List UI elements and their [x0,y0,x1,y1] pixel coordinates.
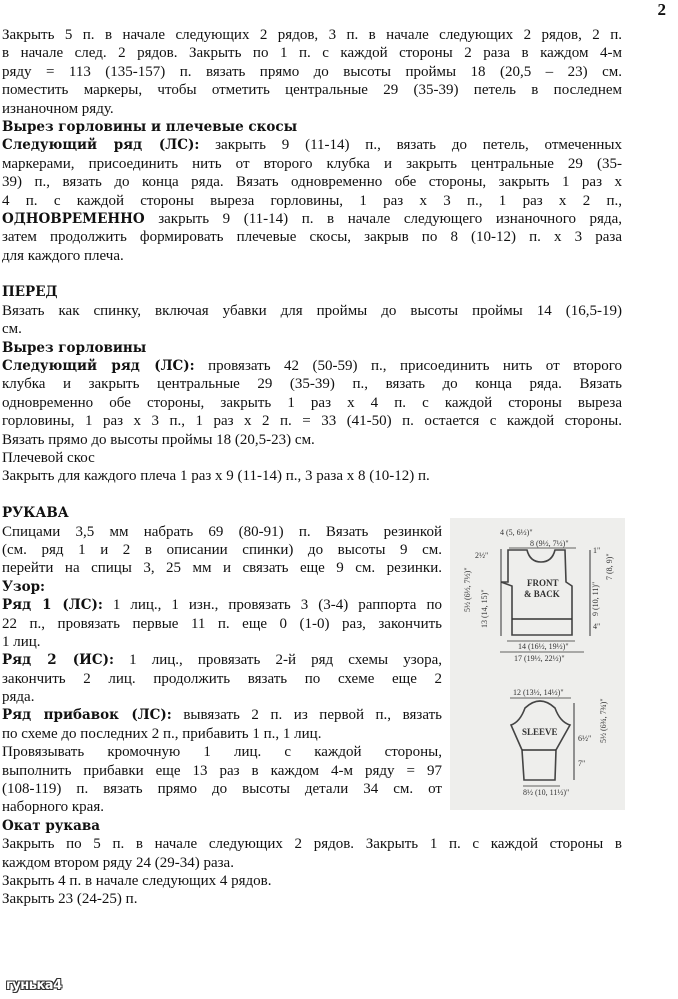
bold-lead: Следующий ряд (ЛС): [2,358,195,375]
line-text: 1 лиц., провязать 2-й ряд схемы узора, [113,652,442,669]
watermark-signature: гунька4 [6,978,62,993]
line-text: Закрыть 5 п. в начале следующих 2 рядов, 3 п. в начале следующих 2 рядов, 2 п. [2,27,622,43]
line-text: ряда. [2,689,35,706]
body-left-label: 13 (14, 15)" [480,589,489,628]
line-text: изнаночном ряду. [2,100,114,117]
line-text: поместить маркеры, чтобы отметить центральные 29 (35-39) петель в последнем [2,82,622,99]
line-text: по схеме до последних 2 п., прибавить 1 п., 1 лиц. [2,725,322,742]
line-text: 1 лиц. [2,633,41,650]
line-text: закончить 2 лиц. продолжить вязать по схеме еще 2 [2,670,442,687]
line-text: Закрыть 4 п. в начале следующих 4 рядов. [2,872,272,889]
line-text: перейти на спицы 3, 25 мм и связать еще 9 см. резинки. [2,560,442,577]
line-text: РУКАВА [2,505,69,522]
bold-lead: Следующий ряд (ЛС): [2,137,200,154]
page-number: 2 [657,0,666,19]
full-width-label: 17 (19½, 22½)" [514,654,565,663]
line-text: 1 лиц., 1 изн., провязать 3 (3-4) раппорта по [102,597,442,614]
body-right-label: 9 (10, 11)" [591,581,600,616]
front-back-title: FRONT [527,578,559,588]
line-text: горловины, 1 раз х 3 п., 1 раз х 2 п. = 33 (41-50) п. остается с каждой стороны. [2,413,622,430]
armhole-left-label: 5½ (6½, 7½)" [463,567,472,612]
line-text: наборного края. [2,799,104,816]
bold-lead: ОДНОВРЕМЕННО [2,210,145,227]
line-text: одновременно обе стороны, закрыть 1 раз х 4 п. с каждой стороны выреза [2,394,622,411]
line-text: 22 п., провязать первые 11 п. еще 0 (1-0) раз, закончить [2,615,442,632]
sleeve-bottom-label: 8½ (10, 11½)" [523,788,570,797]
bold-lead: Ряд прибавок (ЛС): [2,707,172,724]
sleeve-upper-label: 6½" [578,734,592,743]
line-text: в начале след. 2 рядов. Закрыть по 1 п. с каждой стороны 2 раза в каждом 4-м [2,45,622,62]
line-text: Вырез горловины [2,339,147,356]
sleeve-schematic [510,688,608,797]
line-text: маркерами, присоединить нить от второго клубка и закрыть центральные 29 (35- [2,155,622,172]
armhole-right-label: 7 (8, 9)" [605,553,614,580]
line-text: провязать 42 (50-59) п., присоединить нить от второго [194,358,622,375]
sleeve-cap-label: 5½ (6¾, 7¾)" [599,698,608,743]
line-text: Закрыть по 5 п. в начале следующих 2 рядов. Закрыть 1 п. с каждой стороны в [2,836,622,853]
line-text: затем продолжить формировать плечевые скосы, закрыв по 8 (10-12) п. х 3 раза [2,229,622,246]
line-text: 39) п., вязать до конца ряда. Вязать одновременно обе стороны, закрыть 1 раз х [2,174,622,191]
line-text: Окат рукава [2,817,101,834]
line-text: Провязывать кромочную 1 лиц. с каждой стороны, [2,744,442,761]
line-text: (см. ряд 1 и 2 в описании спинки) до высоты 9 см. [2,541,442,558]
line-text: см. [2,321,22,338]
line-text: закрыть 9 (11-14) п. в начале следующего изнаночного ряда, [144,210,622,227]
front-back-schematic [463,528,614,663]
sleeve-top-label: 12 (13½, 14½)" [513,688,564,697]
line-text: Плечевой скос [2,449,95,466]
line-text: вывязать 2 п. из первой п., вязать [171,707,442,724]
line-text: Вязать прямо до высоты проймы 18 (20,5-23) см. [2,431,315,448]
line-text: 4 п. с каждой стороны выреза горловины, 1 раз х 3 п., 1 раз х 2 п., [2,192,622,209]
line-text: Вырез горловины и плечевые скосы [2,118,298,135]
line-text: закрыть 9 (11-14) п., вязать до петель, отмеченных [199,137,622,154]
front-back-title-2: & BACK [524,589,560,599]
line-text: ряду = 113 (135-157) п. вязать прямо до высоты проймы 18 (20,5 – 23) см. [2,63,622,80]
shoulder-drop-label: 1" [593,546,601,555]
rib-height-label: 4" [593,622,601,631]
bold-lead: Ряд 1 (ЛС): [2,597,103,614]
line-text: Закрыть для каждого плеча 1 раз х 9 (11-14) п., 3 раза х 8 (10-12) п. [2,468,430,485]
bottom-width-label: 14 (16½, 19½)" [518,642,569,651]
line-text: Вязать как спинку, включая убавки для проймы до высоты проймы 14 (16,5-19) [2,302,622,319]
shoulder-width-label: 8 (9½, 7½)" [530,539,569,548]
line-text: каждом втором ряду 24 (29-34) раза. [2,854,234,871]
line-text: (108-119) п. вязать прямо до высоты детали 34 см. от [2,781,442,798]
line-text: Закрыть 23 (24-25) п. [2,891,138,908]
neck-width-label: 4 (5, 6½)" [500,528,533,537]
schematic-diagram [450,518,625,810]
line-text: Узор: [2,578,45,595]
line-text: выполнить прибавки еще 13 раз в каждом 4-м ряду = 97 [2,762,442,779]
line-text: для каждого плеча. [2,247,124,264]
sleeve-lower-label: 7" [578,759,586,768]
line-text: клубка и закрыть центральные 29 (35-39) п., вязать до конца ряда. Вязать [2,376,622,393]
sleeve-title: SLEEVE [522,727,558,737]
line-text: Спицами 3,5 мм набрать 69 (80-91) п. Вязать резинкой [2,523,442,540]
bold-lead: Ряд 2 (ИС): [2,652,114,669]
neck-depth-label: 2½" [475,551,489,560]
line-text: ПЕРЕД [2,284,58,301]
